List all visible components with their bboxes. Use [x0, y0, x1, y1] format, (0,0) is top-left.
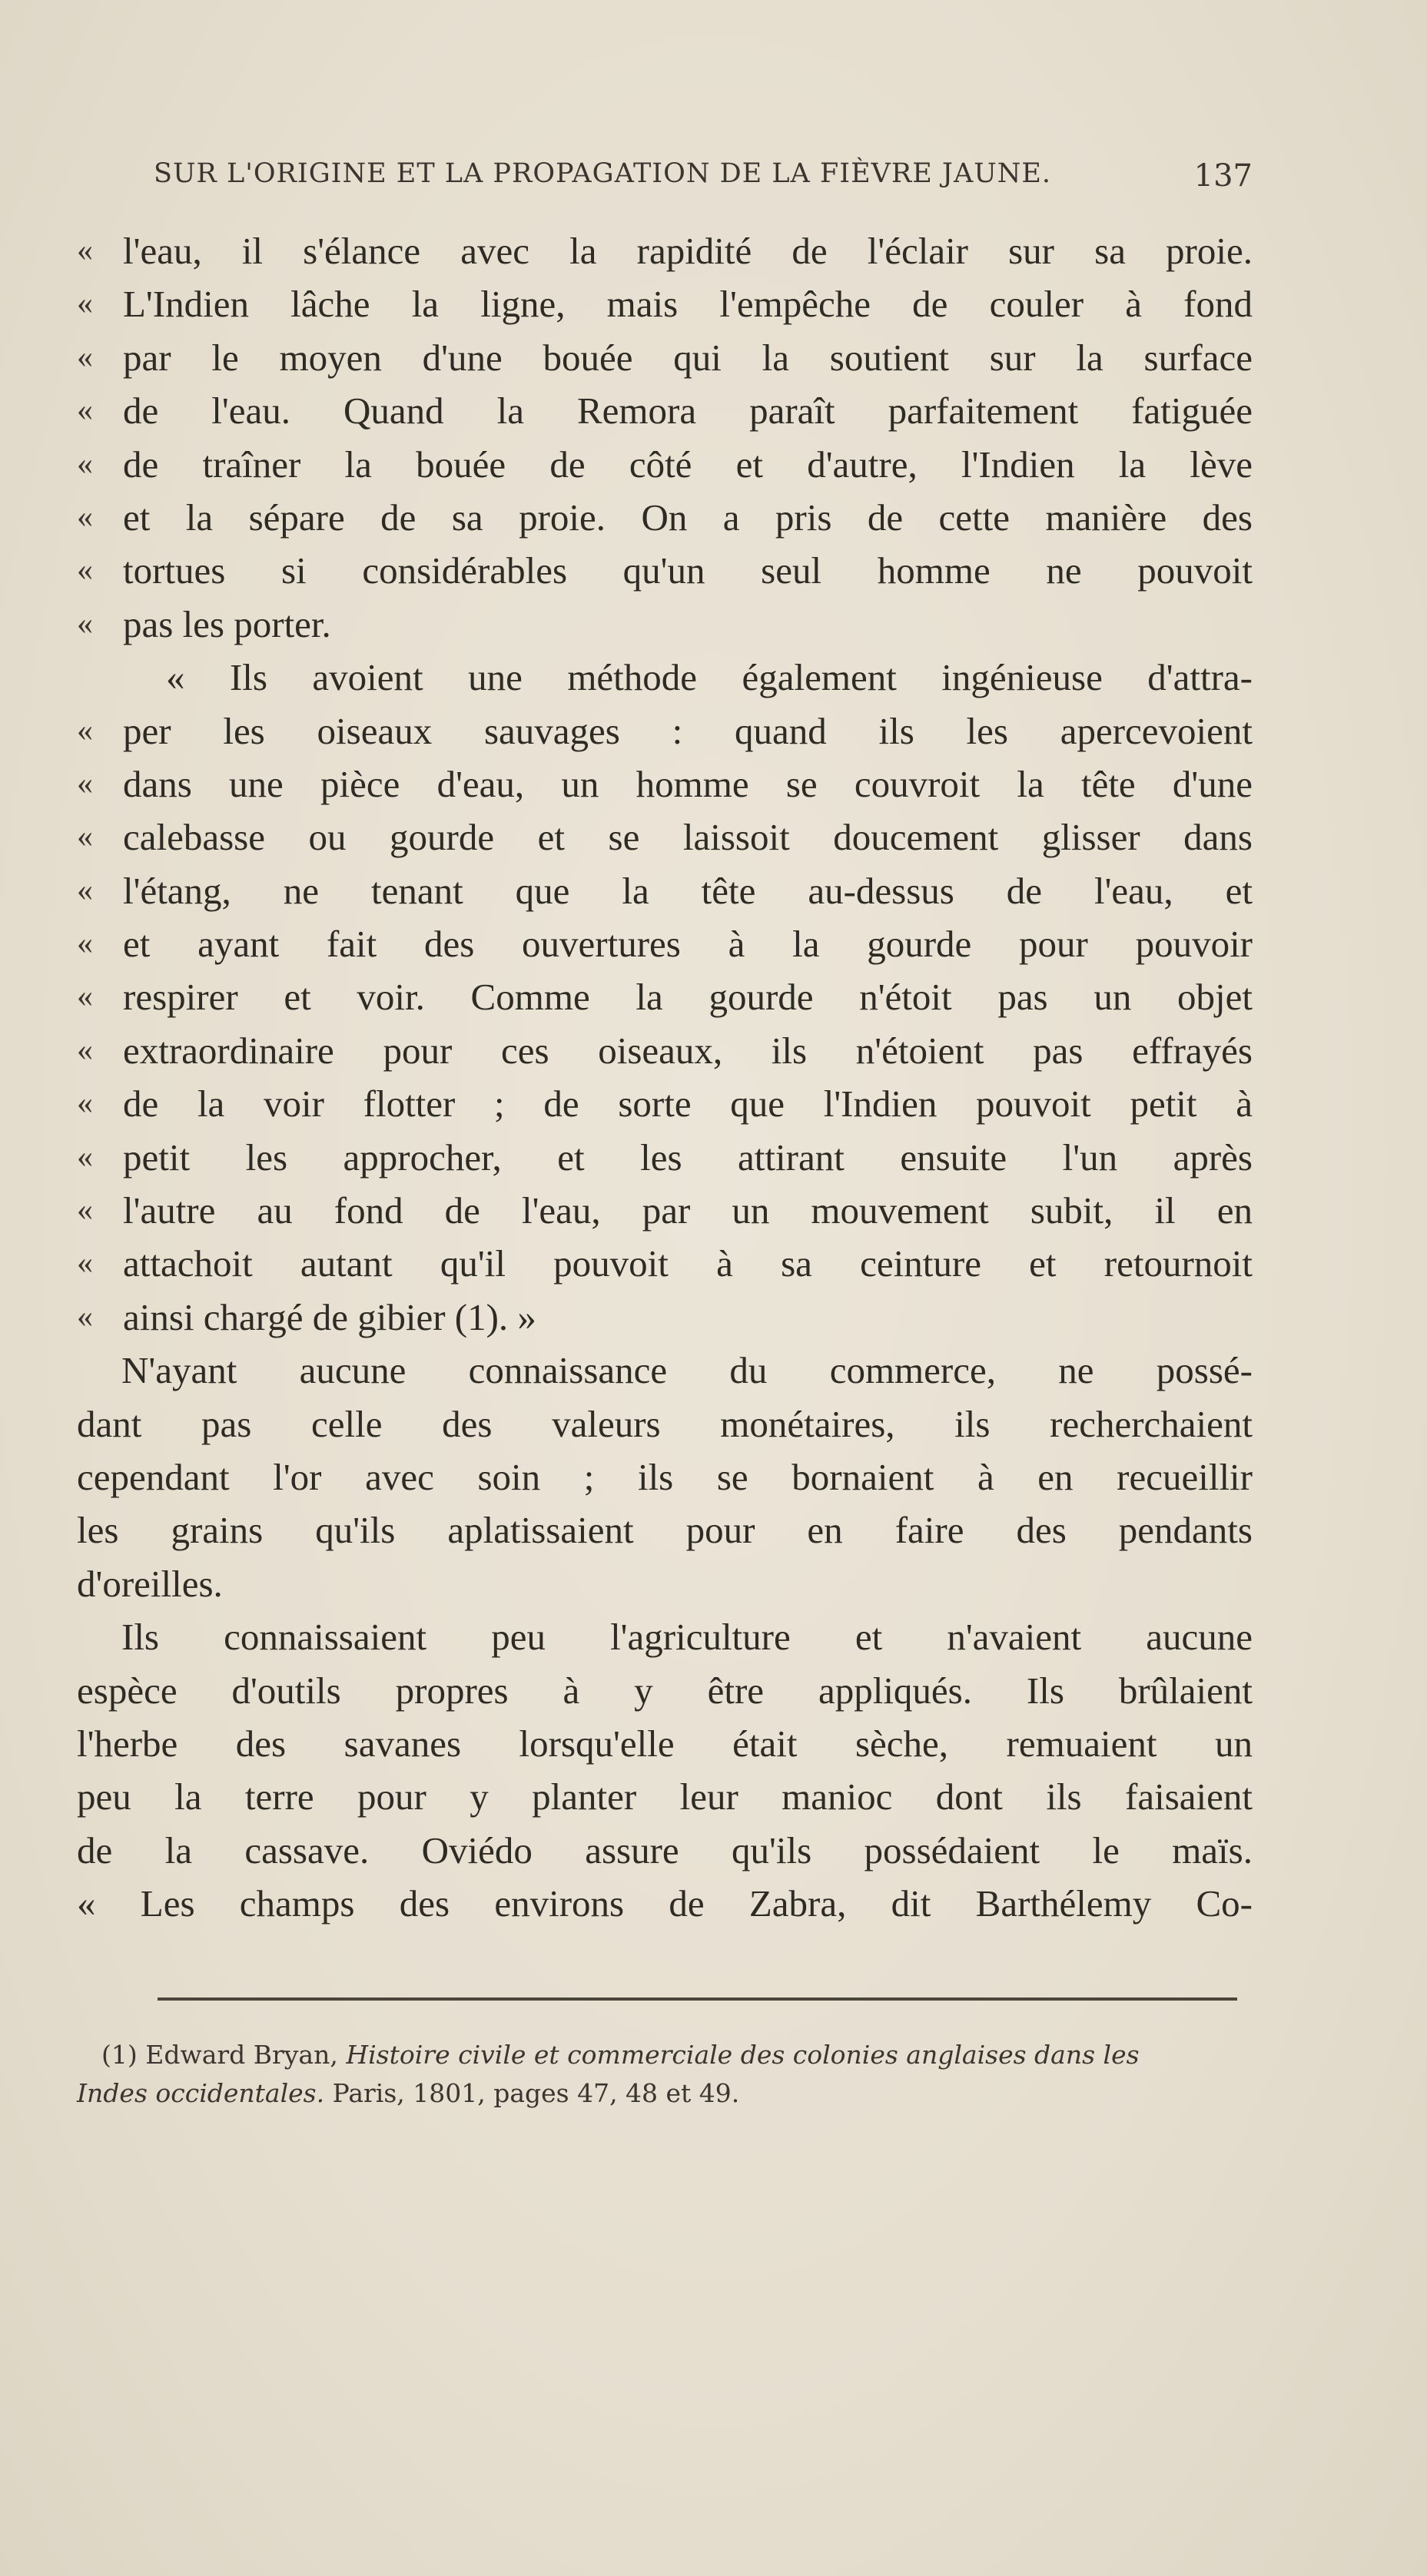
- text-line: [77, 811, 1253, 864]
- line-text: ainsi chargé de gibier (1). »: [123, 1295, 536, 1338]
- quote-mark: «: [77, 393, 93, 429]
- footnote-book-title: Histoire civile et commerciale des colonies anglaises dans les: [346, 2040, 1140, 2070]
- text-line: [77, 331, 1253, 384]
- text-line: [77, 1770, 1253, 1823]
- line-text: l'herbe des savanes lorsqu'elle était sèche, remuaient un: [77, 1722, 1253, 1765]
- text-line: [77, 1610, 1253, 1663]
- text-line: [77, 970, 1253, 1023]
- line-text: petit les approcher, et les attirant ensuite l'un après: [123, 1135, 1253, 1179]
- footnote-line: [77, 2036, 1253, 2074]
- text-line: [77, 598, 1253, 651]
- footnote-citation: (1) Edward Bryan,: [101, 2040, 347, 2070]
- line-text: L'Indien lâche la ligne, mais l'empêche de couler à fond: [123, 283, 1253, 326]
- body-text: [77, 224, 1253, 1931]
- quote-mark: «: [77, 1086, 93, 1122]
- quote-mark: «: [77, 1139, 93, 1175]
- text-line: [77, 1824, 1253, 1877]
- footnote-line: [77, 2074, 1253, 2113]
- line-text: et ayant fait des ouvertures à la gourde pour pouvoir: [123, 923, 1253, 966]
- quote-mark: «: [77, 1298, 93, 1334]
- line-text: tortues si considérables qu'un seul homme ne pouvoit: [123, 549, 1253, 592]
- quote-mark: «: [77, 1032, 93, 1068]
- text-line: [77, 1397, 1253, 1450]
- line-text: de la cassave. Oviédo assure qu'ils possédaient le maïs.: [77, 1828, 1253, 1871]
- line-text: les grains qu'ils aplatissaient pour en faire des pendants: [77, 1509, 1253, 1552]
- text-line: [77, 1503, 1253, 1557]
- line-text: par le moyen d'une bouée qui la soutient sur la surface: [123, 336, 1253, 379]
- quote-mark: «: [77, 339, 93, 375]
- line-text: « Ils avoient une méthode également ingénieuse d'attra-: [166, 656, 1253, 699]
- text-line: [77, 1237, 1253, 1290]
- text-line: [77, 491, 1253, 544]
- text-line: [77, 758, 1253, 811]
- footnote-divider: [158, 1997, 1237, 2001]
- text-line: [77, 917, 1253, 970]
- footnote-publication: Paris, 1801, pages 47, 48 et 49.: [324, 2078, 740, 2108]
- line-text: N'ayant aucune connaissance du commerce, ne possé-: [121, 1349, 1253, 1392]
- text-line: [77, 438, 1253, 491]
- text-line: [77, 1077, 1253, 1130]
- line-text: attachoit autant qu'il pouvoit à sa ceinture et retournoit: [123, 1242, 1253, 1285]
- running-title: SUR L'ORIGINE ET LA PROPAGATION DE LA FIÈVRE JAUNE.: [154, 158, 1052, 189]
- footnote-book-title-cont: Indes occidentales.: [77, 2078, 325, 2108]
- text-line: [77, 864, 1253, 917]
- line-text: l'autre au fond de l'eau, par un mouvement subit, il en: [123, 1189, 1253, 1232]
- line-text: d'oreilles.: [77, 1562, 223, 1605]
- text-line: [77, 1717, 1253, 1770]
- line-text: « Les champs des environs de Zabra, dit Barthélemy Co-: [77, 1882, 1253, 1925]
- text-line: [77, 651, 1253, 704]
- line-text: cependant l'or avec soin ; ils se bornaient à en recueillir: [77, 1455, 1253, 1498]
- quote-mark: «: [77, 605, 93, 642]
- text-line: [77, 544, 1253, 597]
- line-text: respirer et voir. Comme la gourde n'étoit pas un objet: [123, 976, 1253, 1019]
- text-line: [77, 705, 1253, 758]
- text-line: [77, 1291, 1253, 1344]
- text-line: [77, 1344, 1253, 1397]
- quote-mark: «: [77, 765, 93, 801]
- quote-mark: «: [77, 446, 93, 482]
- line-text: dans une pièce d'eau, un homme se couvroit la tête d'une: [123, 762, 1253, 805]
- quote-mark: «: [77, 552, 93, 588]
- line-text: de traîner la bouée de côté et d'autre, l'Indien la lève: [123, 443, 1253, 486]
- line-text: pas les porter.: [123, 602, 331, 645]
- text-line: [77, 1131, 1253, 1184]
- line-text: l'eau, il s'élance avec la rapidité de l'éclair sur sa proie.: [123, 230, 1253, 272]
- text-line: [77, 1184, 1253, 1237]
- line-text: de la voir flotter ; de sorte que l'Indien pouvoit petit à: [123, 1082, 1253, 1126]
- page-number: 137: [1193, 158, 1253, 194]
- line-text: l'étang, ne tenant que la tête au-dessus de l'eau, et: [123, 869, 1253, 912]
- line-text: calebasse ou gourde et se laissoit doucement glisser dans: [123, 816, 1253, 859]
- quote-mark: «: [77, 1192, 93, 1228]
- line-text: de l'eau. Quand la Remora paraît parfaitement fatiguée: [123, 390, 1253, 433]
- text-line: [77, 277, 1253, 330]
- footnote: [77, 2036, 1253, 2113]
- text-line: [77, 1877, 1253, 1930]
- line-text: peu la terre pour y planter leur manioc dont ils faisaient: [77, 1775, 1253, 1818]
- quote-mark: «: [77, 233, 93, 268]
- quote-mark: «: [77, 819, 93, 855]
- quote-mark: «: [77, 499, 93, 535]
- running-head: [154, 154, 1260, 200]
- quote-mark: «: [77, 1245, 93, 1281]
- line-text: espèce d'outils propres à y être appliqués. Ils brûlaient: [77, 1669, 1253, 1712]
- text-line: [77, 1557, 1253, 1610]
- quote-mark: «: [77, 979, 93, 1015]
- text-line: [77, 1664, 1253, 1717]
- text-line: [77, 1450, 1253, 1503]
- quote-mark: «: [77, 926, 93, 962]
- line-text: et la sépare de sa proie. On a pris de cette manière des: [123, 496, 1253, 539]
- line-text: Ils connaissaient peu l'agriculture et n'avaient aucune: [121, 1616, 1253, 1659]
- quote-mark: «: [77, 712, 93, 748]
- line-text: dant pas celle des valeurs monétaires, ils recherchaient: [77, 1402, 1253, 1445]
- text-line: [77, 384, 1253, 437]
- text-line: [77, 224, 1253, 277]
- line-text: per les oiseaux sauvages : quand ils les apercevoient: [123, 709, 1253, 752]
- text-line: [77, 1024, 1253, 1077]
- quote-mark: «: [77, 286, 93, 322]
- quote-mark: «: [77, 872, 93, 908]
- line-text: extraordinaire pour ces oiseaux, ils n'étoient pas effrayés: [123, 1029, 1253, 1072]
